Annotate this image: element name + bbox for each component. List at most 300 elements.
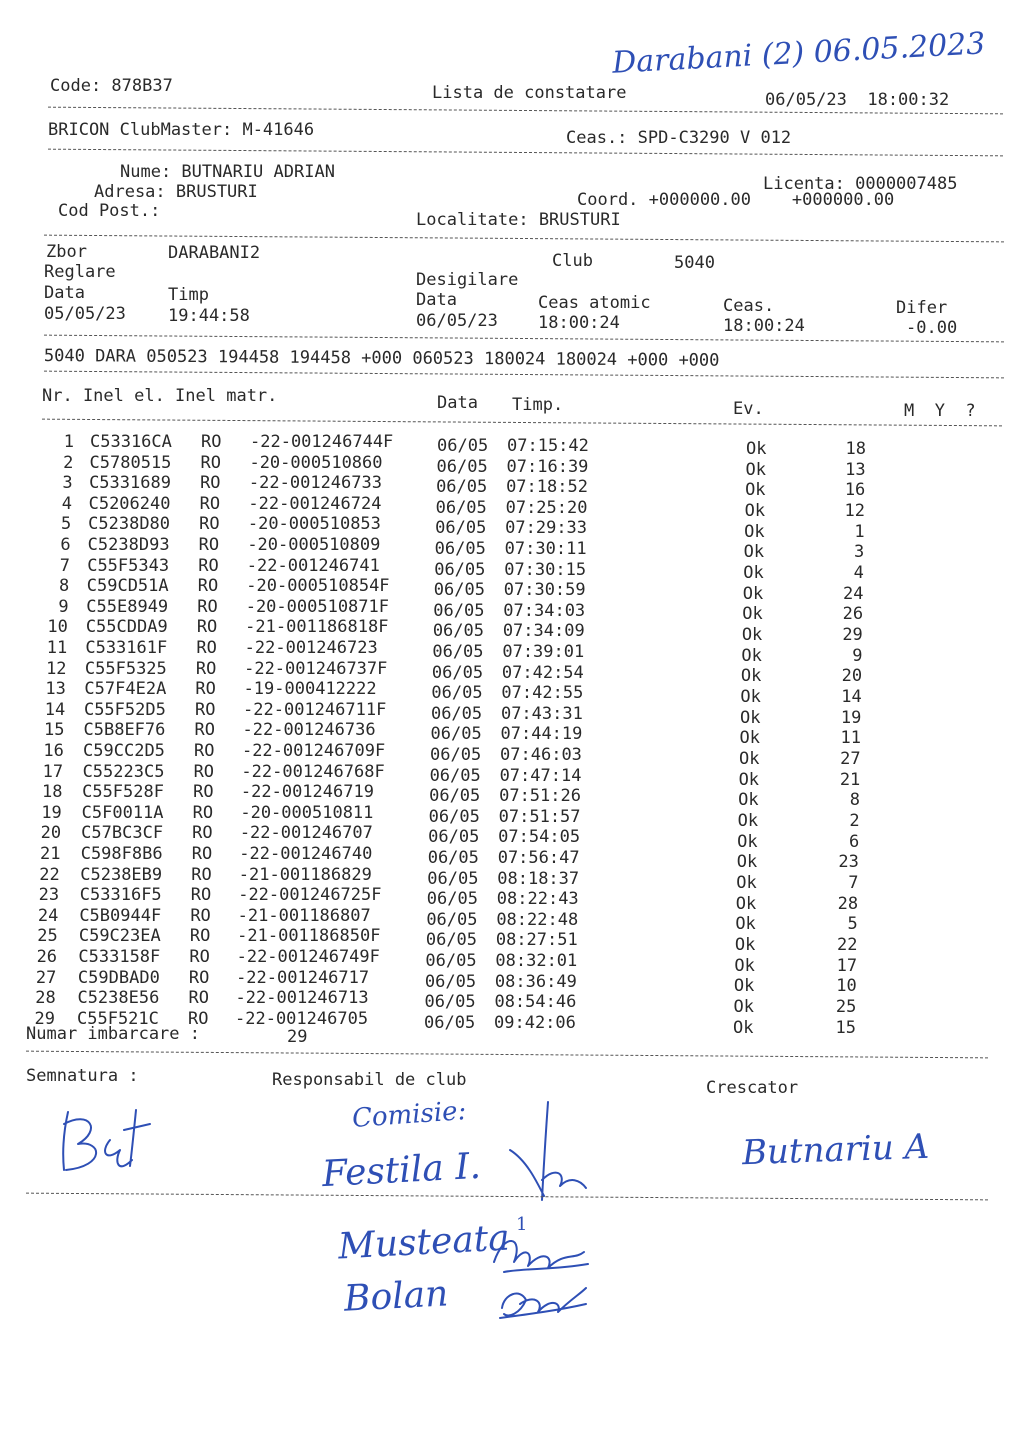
position: 1 xyxy=(854,521,865,542)
arrival-date: 06/05 xyxy=(427,848,479,868)
position: 13 xyxy=(845,459,866,480)
event-status: Ok xyxy=(744,521,765,542)
arrival-date: 06/05 xyxy=(424,1012,476,1033)
position: 26 xyxy=(842,604,864,625)
electronic-ring: C5238E56 xyxy=(77,988,160,1009)
country-code: RO xyxy=(200,473,221,494)
handwritten-name-3: Bolan xyxy=(342,1273,450,1320)
country-code: RO xyxy=(196,617,218,638)
position: 21 xyxy=(839,769,861,790)
position: 20 xyxy=(841,666,863,687)
electronic-ring: C533161F xyxy=(85,638,168,658)
signature-commission-2 xyxy=(484,1222,594,1282)
position: 2 xyxy=(849,811,860,832)
position: 16 xyxy=(844,480,866,501)
arrival-time: 07:30:15 xyxy=(504,559,587,580)
country-code: RO xyxy=(190,885,212,906)
table-row xyxy=(0,493,1024,521)
arrival-time: 07:30:59 xyxy=(503,580,586,601)
arrival-date: 06/05 xyxy=(430,724,482,745)
divider xyxy=(48,149,1003,157)
electronic-ring: C5238EB9 xyxy=(80,864,163,885)
table-row xyxy=(0,844,1024,873)
arrival-time: 08:22:43 xyxy=(496,889,579,910)
country-code: RO xyxy=(195,658,217,679)
event-status: Ok xyxy=(740,666,762,687)
position: 22 xyxy=(836,935,858,956)
handwritten-commission: Comisie: xyxy=(351,1096,468,1134)
reglare-data-label: Data xyxy=(44,283,85,303)
event-status: Ok xyxy=(742,583,764,604)
difer-label: Difer xyxy=(896,298,948,318)
table-row xyxy=(0,432,1024,459)
table-row xyxy=(0,514,1024,542)
table-row xyxy=(0,905,1024,935)
position: 15 xyxy=(835,1017,856,1038)
table-row xyxy=(0,823,1024,852)
table-row xyxy=(0,555,1024,584)
registration-ring: -20-000510871F xyxy=(245,596,389,617)
country-code: RO xyxy=(194,741,215,761)
arrival-date: 06/05 xyxy=(425,930,478,951)
table-row xyxy=(0,535,1024,563)
club-responsible-label: Responsabil de club xyxy=(272,1070,467,1090)
club-label: Club xyxy=(552,251,593,271)
table-row xyxy=(0,947,1024,976)
table-row xyxy=(0,782,1024,811)
arrival-time: 07:46:03 xyxy=(500,745,582,765)
handwritten-page-mark: 1 xyxy=(516,1214,528,1235)
event-status: Ok xyxy=(744,501,766,521)
country-code: RO xyxy=(194,699,216,720)
table-row xyxy=(0,864,1024,894)
country-code: RO xyxy=(198,535,220,555)
registration-ring: -20-000510809 xyxy=(247,535,381,555)
arrival-date: 06/05 xyxy=(436,456,488,477)
registration-ring: -20-000510854F xyxy=(246,576,390,597)
arrival-date: 06/05 xyxy=(431,662,484,683)
arrival-time: 08:18:37 xyxy=(497,868,580,889)
position: 14 xyxy=(841,687,862,708)
registration-ring: -21-001186850F xyxy=(237,926,381,947)
arrival-time: 07:47:14 xyxy=(499,765,582,786)
event-status: Ok xyxy=(737,811,759,832)
electronic-ring: C55F528F xyxy=(82,782,164,803)
arrival-time: 07:29:33 xyxy=(505,518,588,539)
system-name: BRICON ClubMaster: M-41646 xyxy=(48,120,315,140)
arrival-date: 06/05 xyxy=(437,436,489,456)
position: 19 xyxy=(840,707,862,728)
arrival-time: 09:42:06 xyxy=(494,1012,576,1033)
position: 11 xyxy=(840,728,861,749)
registration-ring: -22-001246733 xyxy=(248,473,382,494)
arrival-date: 06/05 xyxy=(428,827,480,848)
country-code: RO xyxy=(190,905,211,926)
arrival-date: 06/05 xyxy=(429,765,481,786)
position: 27 xyxy=(840,749,861,770)
table-row xyxy=(0,638,1024,666)
electronic-ring: C53316F5 xyxy=(79,885,162,906)
position: 9 xyxy=(852,645,863,666)
arrival-time: 07:25:20 xyxy=(505,497,588,518)
registration-ring: -22-001246711F xyxy=(243,699,387,720)
event-status: Ok xyxy=(743,542,765,563)
arrival-date: 06/05 xyxy=(425,951,477,971)
code-label: Code: 878B37 xyxy=(50,76,173,96)
country-code: RO xyxy=(196,638,217,658)
divider xyxy=(44,371,1004,379)
divider xyxy=(44,235,1004,243)
registration-ring: -22-001246737F xyxy=(244,658,388,679)
registration-ring: -22-001246749F xyxy=(236,947,380,967)
country-code: RO xyxy=(189,926,211,947)
arrival-date: 06/05 xyxy=(426,889,478,910)
row-number: 19 xyxy=(41,802,62,823)
registration-ring: -22-001246723 xyxy=(244,638,378,658)
ceas-atomic-label: Ceas atomic xyxy=(538,293,651,313)
arrival-date: 06/05 xyxy=(433,600,485,621)
row-number: 22 xyxy=(39,864,60,885)
owner-name: Nume: BUTNARIU ADRIAN xyxy=(120,162,335,182)
table-row xyxy=(0,761,1024,790)
country-code: RO xyxy=(199,514,220,535)
desigilare-clock: 18:00:24 xyxy=(723,316,805,336)
electronic-ring: C55CDDA9 xyxy=(85,617,168,638)
arrival-time: 07:51:57 xyxy=(498,806,581,827)
row-number: 26 xyxy=(36,947,58,967)
position: 8 xyxy=(849,790,860,811)
table-row xyxy=(0,926,1024,956)
registration-ring: -22-001246744F xyxy=(250,432,394,452)
country-code: RO xyxy=(198,555,219,576)
registration-ring: -20-000510811 xyxy=(240,802,374,823)
position: 28 xyxy=(837,893,859,914)
handwritten-breeder-name: Butnariu A xyxy=(741,1126,930,1174)
arrival-date: 06/05 xyxy=(431,683,483,704)
arrival-date: 06/05 xyxy=(432,621,484,642)
column-header-rings: Nr. Inel el. Inel matr. xyxy=(42,386,278,406)
electronic-ring: C55F5343 xyxy=(87,555,170,576)
arrival-time: 07:43:31 xyxy=(500,703,583,724)
position: 7 xyxy=(848,873,859,894)
divider xyxy=(42,419,1002,427)
registration-ring: -21-001186818F xyxy=(245,617,389,638)
arrival-date: 06/05 xyxy=(427,868,479,889)
document-title: Lista de constatare xyxy=(432,83,627,103)
registration-ring: -21-001186807 xyxy=(237,905,371,926)
row-number: 18 xyxy=(41,782,63,803)
desigilare-label: Desigilare xyxy=(416,270,519,290)
arrival-time: 08:22:48 xyxy=(496,909,579,930)
row-number: 10 xyxy=(47,617,68,638)
event-status: Ok xyxy=(736,852,758,873)
signature-label: Semnatura : xyxy=(26,1066,139,1086)
arrival-time: 07:15:42 xyxy=(507,436,589,456)
arrival-time: 08:36:49 xyxy=(494,971,577,992)
electronic-ring: C55F521C xyxy=(77,1008,159,1029)
row-number: 28 xyxy=(35,988,56,1009)
event-status: Ok xyxy=(738,769,760,790)
table-row xyxy=(0,658,1024,687)
column-header-myq: M Y ? xyxy=(904,401,976,421)
breeder-label: Crescator xyxy=(706,1078,799,1098)
arrival-time: 07:16:39 xyxy=(506,456,589,477)
column-header-event: Ev. xyxy=(733,399,764,419)
table-row xyxy=(0,576,1024,604)
country-code: RO xyxy=(194,720,215,741)
event-status: Ok xyxy=(740,687,761,708)
registration-ring: -22-001246736 xyxy=(242,720,376,741)
signature-commission-1 xyxy=(500,1100,600,1210)
electronic-ring: C5780515 xyxy=(89,452,172,473)
electronic-ring: C55F5325 xyxy=(84,658,167,679)
table-row xyxy=(0,802,1024,832)
electronic-ring: C55E8949 xyxy=(86,596,169,617)
electronic-ring: C57BC3CF xyxy=(81,823,164,844)
row-number: 25 xyxy=(37,926,58,947)
event-status: Ok xyxy=(738,790,759,811)
registration-ring: -22-001246768F xyxy=(241,761,385,782)
signature-commission-3 xyxy=(490,1274,590,1334)
arrival-date: 06/05 xyxy=(424,971,477,992)
position: 3 xyxy=(853,542,865,563)
boarding-count-value: 29 xyxy=(287,1027,308,1047)
row-number: 2 xyxy=(63,452,74,473)
signature-left xyxy=(50,1100,160,1190)
registration-ring: -20-000510860 xyxy=(249,452,383,473)
row-number: 20 xyxy=(40,823,62,844)
country-code: RO xyxy=(188,967,210,988)
row-number: 29 xyxy=(34,1008,55,1029)
row-number: 24 xyxy=(37,905,59,926)
arrival-date: 06/05 xyxy=(435,518,487,539)
row-number: 4 xyxy=(61,493,72,514)
table-row xyxy=(0,617,1024,646)
row-number: 11 xyxy=(46,638,68,658)
country-code: RO xyxy=(191,864,212,885)
row-number: 7 xyxy=(59,555,70,576)
arrival-date: 06/05 xyxy=(436,477,488,498)
electronic-ring: C53316CA xyxy=(90,432,172,452)
event-status: Ok xyxy=(741,645,762,666)
owner-locality: Localitate: BRUSTURI xyxy=(416,210,621,230)
country-code: RO xyxy=(188,1008,209,1029)
event-status: Ok xyxy=(733,1017,754,1038)
registration-ring: -21-001186829 xyxy=(238,864,372,885)
event-status: Ok xyxy=(739,707,761,728)
handwritten-date: Darabani (2) 06.05.2023 xyxy=(611,26,987,81)
handwritten-name-1: Festila I. xyxy=(321,1145,482,1196)
table-row xyxy=(0,679,1024,708)
position: 29 xyxy=(842,625,863,646)
reglare-timp-label: Timp xyxy=(168,285,209,305)
event-status: Ok xyxy=(734,935,756,956)
country-code: RO xyxy=(200,452,222,473)
zbor-value: DARABANI2 xyxy=(168,243,261,263)
electronic-ring: C59DBAD0 xyxy=(77,967,160,988)
registration-ring: -22-001246740 xyxy=(239,844,373,864)
row-number: 14 xyxy=(44,699,66,720)
table-row xyxy=(0,741,1024,770)
divider xyxy=(44,335,1004,343)
row-number: 15 xyxy=(44,720,65,741)
arrival-date: 06/05 xyxy=(430,745,482,765)
arrival-date: 06/05 xyxy=(434,539,486,559)
electronic-ring: C533158F xyxy=(78,947,161,967)
arrival-time: 08:27:51 xyxy=(495,930,578,951)
position: 25 xyxy=(835,997,857,1018)
table-row xyxy=(0,720,1024,749)
country-code: RO xyxy=(193,761,215,782)
position: 4 xyxy=(853,563,864,584)
row-number: 6 xyxy=(60,535,71,555)
arrival-date: 06/05 xyxy=(434,559,486,580)
event-status: Ok xyxy=(734,955,755,976)
table-row xyxy=(0,452,1024,480)
difer-value: -0.00 xyxy=(906,318,958,338)
print-datetime: 06/05/23 18:00:32 xyxy=(765,90,950,110)
desigilare-atomic: 18:00:24 xyxy=(538,313,620,333)
event-status: Ok xyxy=(735,893,757,914)
event-status: Ok xyxy=(736,873,757,894)
country-code: RO xyxy=(193,782,214,803)
electronic-ring: C5B0944F xyxy=(79,905,162,926)
country-code: RO xyxy=(189,947,210,967)
owner-coords: Coord. +000000.00 +000000.00 xyxy=(577,190,895,210)
electronic-ring: C5238D93 xyxy=(87,535,170,555)
row-number: 27 xyxy=(35,967,57,988)
boarding-count-label: Numar imbarcare : xyxy=(26,1024,200,1044)
registration-ring: -22-001246709F xyxy=(241,741,386,761)
electronic-ring: C5238D80 xyxy=(88,514,171,535)
table-row xyxy=(0,988,1024,1018)
country-code: RO xyxy=(192,802,214,823)
event-status: Ok xyxy=(742,604,763,625)
row-number: 9 xyxy=(58,596,69,617)
ceas-label: Ceas. xyxy=(723,296,775,316)
row-number: 17 xyxy=(42,761,64,782)
table-row xyxy=(0,596,1024,625)
clock-id: Ceas.: SPD-C3290 V 012 xyxy=(566,128,792,148)
registration-ring: -22-001246741 xyxy=(246,555,380,576)
owner-postcode: Cod Post.: xyxy=(58,201,161,221)
row-number: 5 xyxy=(61,514,72,535)
electronic-ring: C5206240 xyxy=(88,493,171,514)
arrival-time: 07:34:03 xyxy=(503,600,586,621)
event-status: Ok xyxy=(733,997,754,1018)
arrival-time: 07:42:54 xyxy=(501,662,584,683)
row-number: 16 xyxy=(43,741,64,761)
arrival-date: 06/05 xyxy=(424,992,476,1013)
row-number: 3 xyxy=(62,473,73,494)
event-status: Ok xyxy=(739,728,760,749)
event-status: Ok xyxy=(739,749,760,770)
event-status: Ok xyxy=(746,439,767,459)
arrival-date: 06/05 xyxy=(432,642,484,662)
arrival-time: 07:44:19 xyxy=(500,724,583,745)
country-code: RO xyxy=(197,576,219,597)
event-status: Ok xyxy=(735,914,756,935)
arrival-time: 07:39:01 xyxy=(502,642,585,662)
zbor-label: Zbor xyxy=(46,242,87,262)
electronic-ring: C59CC2D5 xyxy=(83,741,165,761)
desigilare-date: 06/05/23 xyxy=(416,311,498,331)
arrival-time: 07:34:09 xyxy=(502,621,585,642)
position: 10 xyxy=(836,976,857,997)
arrival-time: 07:56:47 xyxy=(497,848,580,868)
registration-ring: -22-001246713 xyxy=(235,988,369,1009)
country-code: RO xyxy=(191,844,213,864)
arrival-time: 07:30:11 xyxy=(504,539,587,559)
desigilare-data-label: Data xyxy=(416,290,457,310)
country-code: RO xyxy=(201,432,222,452)
event-status: Ok xyxy=(743,563,764,584)
registration-ring: -20-000510853 xyxy=(247,514,381,535)
electronic-ring: C5F0011A xyxy=(81,802,164,823)
country-code: RO xyxy=(188,988,209,1009)
event-status: Ok xyxy=(741,625,763,646)
position: 24 xyxy=(843,583,864,604)
position: 18 xyxy=(845,439,866,459)
table-row xyxy=(0,473,1024,501)
electronic-ring: C598F8B6 xyxy=(80,844,163,864)
arrival-date: 06/05 xyxy=(428,806,480,827)
electronic-ring: C55F52D5 xyxy=(83,699,166,720)
table-row xyxy=(0,699,1024,728)
row-number: 12 xyxy=(46,658,67,679)
electronic-ring: C59CD51A xyxy=(86,576,169,597)
registration-ring: -22-001246717 xyxy=(236,967,370,988)
arrival-time: 07:18:52 xyxy=(506,477,588,498)
arrival-time: 07:54:05 xyxy=(498,827,581,848)
event-status: Ok xyxy=(737,831,758,852)
event-status: Ok xyxy=(745,480,766,501)
position: 5 xyxy=(847,914,858,935)
arrival-date: 06/05 xyxy=(426,909,478,930)
position: 6 xyxy=(848,831,860,852)
registration-ring: -22-001246725F xyxy=(238,885,382,906)
divider xyxy=(26,1051,988,1059)
arrival-time: 08:54:46 xyxy=(494,992,577,1013)
arrival-date: 06/05 xyxy=(433,580,485,601)
country-code: RO xyxy=(192,823,213,844)
arrival-time: 07:51:26 xyxy=(499,786,581,807)
handwritten-name-2: Musteata xyxy=(337,1217,511,1268)
row-number: 1 xyxy=(63,432,74,452)
reglare-date: 05/05/23 xyxy=(44,304,126,324)
table-row xyxy=(0,885,1024,914)
electronic-ring: C59C23EA xyxy=(78,926,161,947)
registration-ring: -22-001246724 xyxy=(248,493,382,514)
registration-ring: -22-001246707 xyxy=(239,823,373,844)
country-code: RO xyxy=(199,493,221,514)
electronic-ring: C5331689 xyxy=(89,473,171,494)
summary-line: 5040 DARA 050523 194458 194458 +000 060523 180024 180024 +000 +000 xyxy=(43,346,720,371)
owner-license: Licenta: 0000007485 xyxy=(763,174,958,194)
event-status: Ok xyxy=(745,459,767,480)
row-number: 8 xyxy=(59,576,70,597)
position: 17 xyxy=(836,955,858,976)
row-number: 23 xyxy=(38,885,60,906)
reglare-time: 19:44:58 xyxy=(168,306,250,326)
event-status: Ok xyxy=(733,976,755,997)
arrival-time: 07:42:55 xyxy=(501,683,584,704)
arrival-date: 06/05 xyxy=(435,497,487,518)
row-number: 13 xyxy=(45,679,66,700)
electronic-ring: C57F4E2A xyxy=(84,679,167,700)
club-value: 5040 xyxy=(674,253,715,273)
reglare-label: Reglare xyxy=(44,262,116,282)
